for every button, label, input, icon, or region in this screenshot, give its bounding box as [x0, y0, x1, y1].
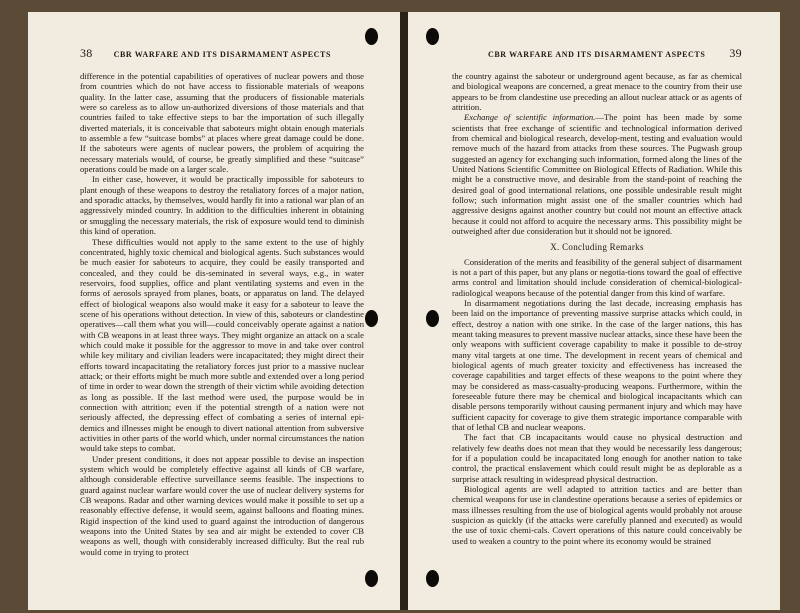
binding-hole	[426, 570, 439, 587]
left-page	[28, 12, 400, 610]
section-heading: X. Concluding Remarks	[550, 241, 644, 252]
binding-hole	[426, 28, 439, 45]
paragraph: Under present conditions, it does not appear possible to devise an inspection system which would be completely effective against all kinds of CB warfare, although considerable effective surveillance seems feasible. The inspections to guard against nuclear warfare would cover the use of nuclear delivery systems for CB weapons. Radar and other warning devices would make it possible to set up a reasonably effective defense, it would seem, against balloons and floating mines. Rigid inspection of the kind used to guard against the introduction of dangerous weapons into the United States by sea and air might be extended to cover CB weapons as well, though with considerably increased difficulty. But the real rub would come in trying to protect	[80, 453, 364, 557]
binding-hole	[426, 310, 439, 327]
book-spread	[28, 12, 780, 610]
paragraph: The fact that CB incapacitants would cause no physical destruction and relatively few deaths does not mean that they would be necessarily less dangerous; for if a population could be incapacitated long enough for another nation to take control, the practical enslavement which could result might be as deplorable as a surprise attack resulting in widespread physical destruction.	[452, 432, 742, 484]
page-number: 38	[80, 46, 93, 60]
binding-hole	[365, 28, 378, 45]
paragraph: In either case, however, it would be practically impossible for saboteurs to plant enough of these weapons to destroy the retaliatory forces of a major nation, and sporadic attacks, by themselves, would hardly fit into a rational war plan of an aggressively minded country. In addition to the difficulties inherent in obtaining or smuggling the necessary materials, the risk of exposure would tend to diminish this kind of operation.	[80, 174, 364, 237]
binding-hole	[365, 310, 378, 327]
body-text	[80, 71, 364, 557]
paragraph: These difficulties would not apply to the same extent to the use of highly concentrated, highly toxic chemical and biological agents. Such substances would be much easier for saboteurs to acquire, they could be easily transported and concealed, and they could be dis-seminated in several ways, e.g., in water reservoirs, food supplies, office and plant ventilating systems and even in the forms of aerosols sprayed from planes, boats, or apparatus on land. The delayed effect of biological weapons also would make it easy for a saboteur to leave the scene of his operations without detection. In view of this, saboteurs or clandestine operatives—call them what you will—could conceivably operate against a nation with CB weapons in at least three ways. They might organize an attack on a scale which could make it possible for the aggressor to move in and take over control while key military and civilian leaders were incapacitated; they might direct their efforts toward incapacitating the retaliatory forces just prior to a massive nuclear attack; or their efforts might be much more subtle and extended over a long period of time in order to wear down the strength of their victim while avoiding detection as long as possible. If the last method were used, the purpose would be in connection with attrition; even if the potential strength of a nation were not seriously affected, the depressing effect of combating a series of internal epi-demics and illnesses might be enough to divert national attention from subversive activities in other parts of the world which, under normal circumstances the nation would take steps to combat.	[80, 236, 364, 454]
body-text	[452, 71, 742, 546]
running-header	[80, 46, 364, 61]
inline-heading: Exchange of scientific information.	[464, 112, 596, 123]
paragraph: In disarmament negotiations during the last decade, increasing emphasis has been laid on the importance of preventing massive surprise attacks which could, in effect, destroy a nation with one strike. In the case of the larger nations, this has meant taking measures to prevent massive nuclear attacks, since these have been the only weapons with sufficient coverage capability to make it possible to de-stroy many vital targets at one time. The development in recent years of chemical and biological agents of much greater toxicity and effectiveness has increased the coverage capabilities and target effects of these weapons to the point where they may be considered as mass-casualty-producing weapons. Furthermore, within the foreseeable future there may be chemical and biological incapacitants which can disable persons temporarily without causing permanent injury and which may have sufficient capacity for coverage to give them strategic importance comparable with that of lethal CB and nuclear weapons.	[452, 297, 742, 432]
paragraph: the country against the saboteur or underground agent because, as far as chemical and biological weapons are concerned, a great menace to the country from their use appears to be from clandestine use preceding an allout nuclear attack or as agents of attrition.	[452, 71, 742, 113]
paragraph: Biological agents are well adapted to attrition tactics and are better than chemical weapons for use in clandestine operations because a series of epidemics or mass illnesses resulting from the use of biological agents would probably not arouse suspicion as quickly (if the attacks were carefully planned and executed) as would the use of toxic chemi-cals. Covert operations of this nature could conceivably be used to weaken a country to the point where its economy would be strained	[452, 484, 742, 546]
running-head-title: CBR WARFARE AND ITS DISARMAMENT ASPECTS	[487, 50, 706, 59]
page-number: 39	[729, 46, 742, 60]
book-gutter	[400, 12, 408, 610]
paragraph: difference in the potential capabilities of operatives of nuclear powers and those from countries which do not have access to fissionable materials of weapons quality. In the latter case, assuming that the producers of fissionable materials were so careless as to allow un-authorized diversions of those materials and that countries failed to take effective steps to bar the importation of such illegally diverted materials, it is conceivable that saboteurs might obtain enough materials to assemble a few “suitcase bombs” at places where great damage could be done. If the saboteurs were agents of nuclear powers, the problem of acquiring the necessary materials would, of course, be greatly simplified and these “suitcase” operations could be made on a larger scale.	[80, 71, 364, 175]
binding-hole	[365, 570, 378, 587]
running-head-title: CBR WARFARE AND ITS DISARMAMENT ASPECTS	[113, 50, 332, 59]
paragraph-text: —The point has been made by some scientists that free exchange of scientific and technological information derived from chemical and biological research, develop-ment, testing and evaluation would remove much of the hazard from attacks from these sources. The Pugwash group suggested an agency for exchanging such information, formed along the lines of the United Nations Scientific Committee on Biological Effects of Radiation. While this might be a constructive move, and desirable from the stand-point of reaching the desired goal of good international relations, one possible undesirable result might follow; such information might assist one of the smaller countries which had aggressive designs against another country but could not mount an effective attack because it could not afford to acquire the necessary arms. This possibility might be outweighed after due consideration but it should not be ignored.	[452, 112, 742, 237]
paragraph: Consideration of the merits and feasibility of the general subject of disarmament is not a part of this paper, but any plans or negotia-tions toward the goal of effective arms control and limitation should include consideration of chemical-biological-radiological weapons because of the potential danger from this kind of warfare.	[452, 256, 742, 298]
paragraph	[452, 112, 742, 236]
running-header	[452, 46, 742, 61]
right-page	[408, 12, 780, 610]
